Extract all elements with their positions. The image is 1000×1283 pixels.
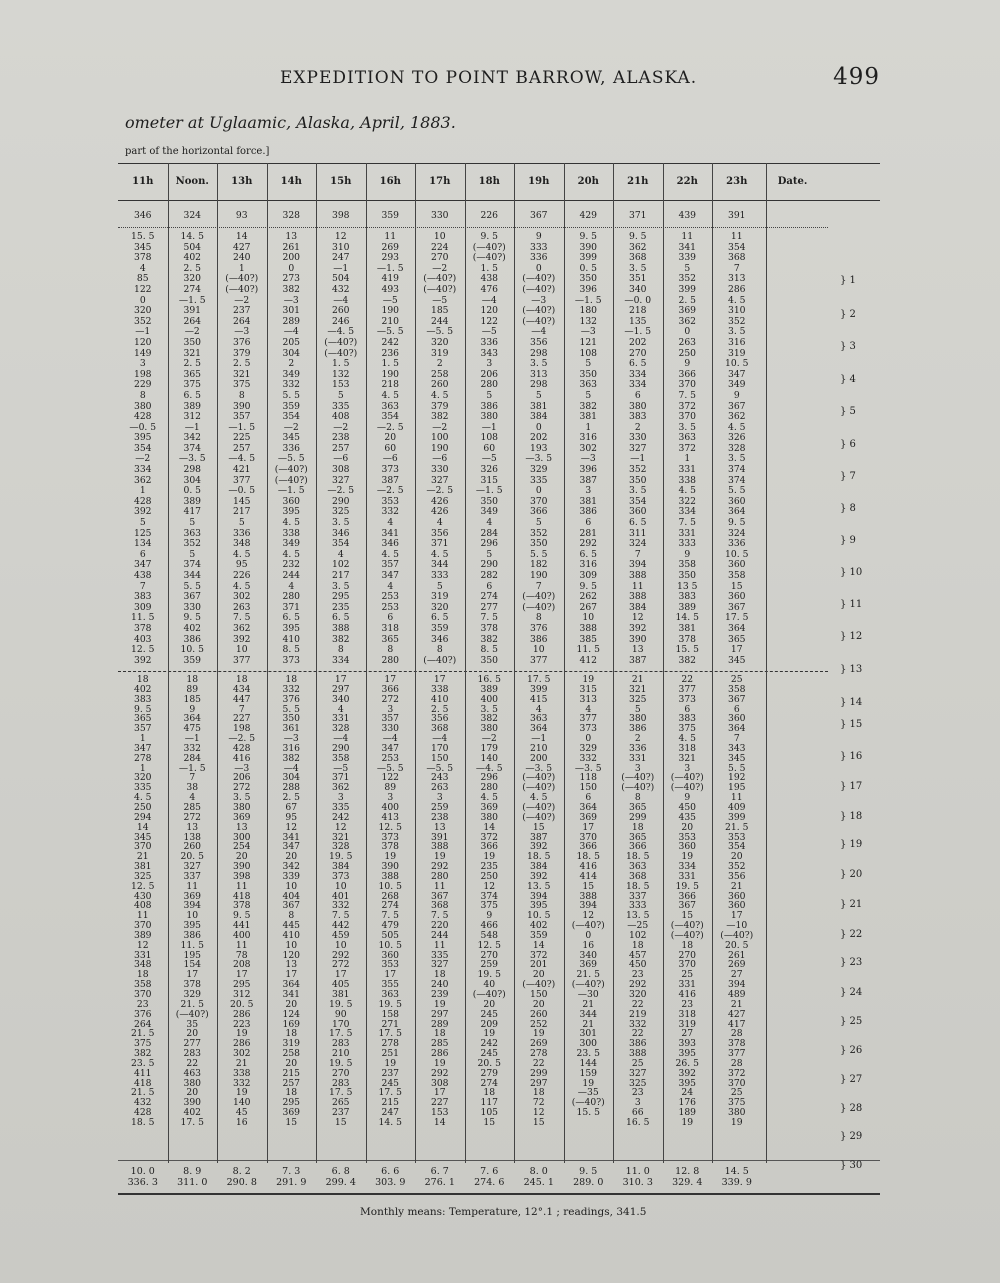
mean-temperature: 8. 2 <box>232 1166 251 1177</box>
first-row-cell: 330 <box>430 210 449 221</box>
table-caption: ometer at Uglaamic, Alaska, April, 1883. <box>125 113 456 132</box>
mean-temperature: 11. 0 <box>625 1166 650 1177</box>
date-label: } 16 <box>840 751 863 762</box>
first-row-cell: 391 <box>727 210 746 221</box>
monthly-means-note: Monthly means: Temperature, 12°.1 ; readings, 341.5 <box>360 1206 647 1218</box>
hourly-value-column: 18 332 376 5. 5 350 361 —3 316 382 —4 304 288 2. 5 67 95 12 341 347 20 342 339 10 404 367 8 445 410 10 120 13 17 364 341 20 124 169 18 319 258 20 215 257 18 295 369 15 <box>282 674 301 1128</box>
mean-reading: 336. 3 <box>127 1177 158 1188</box>
column-divider <box>766 163 767 1163</box>
mean-temperature: 12. 8 <box>675 1166 700 1177</box>
mean-cell <box>366 1166 416 1188</box>
date-label: } 25 <box>840 1016 863 1027</box>
hourly-value-column: 18 434 447 7 227 198 —2. 5 428 416 —3 206 272 3. 5 380 369 13 300 254 20 390 398 11 418 378 9. 5 441 400 11 78 208 17 295 312 20. 5 286 223 19 286 302 21 338 332 19 140 45 16 <box>228 674 256 1128</box>
hourly-value-column: 9 333 336 0 (—40?) (—40?) —3 (—40?) (—40?) —4 356 298 3. 5 313 298 5 381 384 0 202 193 —3. 5 329 335 0 370 366 5 352 350 5. 5 182 190 7 (—40?) (—40?) 8 376 386 10 377 <box>522 231 556 666</box>
first-row-cell: 324 <box>183 210 202 221</box>
column-header: 22h <box>676 176 698 187</box>
mean-cell <box>118 1166 168 1188</box>
mean-reading: 311. 0 <box>177 1177 208 1188</box>
first-row-cell: 398 <box>331 210 350 221</box>
hourly-value-column: 21 321 325 5 380 386 2 336 331 3 (—40?) (—40?) 8 365 299 18 365 366 18. 5 363 368 18. 5 337 333 13. 5 —25 102 18 457 450 23 292 320 22 219 332 22 386 388 25 327 325 23 3 66 16. 5 <box>621 674 655 1128</box>
hourly-value-column: 17 366 272 3 357 330 —4 347 253 —5. 5 122 89 3 400 413 12. 5 373 378 19 390 388 10. 5 268 274 7. 5 479 505 10. 5 360 353 17 355 363 19. 5 158 271 17. 5 278 251 19 237 245 17. 5 215 247 14. 5 <box>376 674 404 1128</box>
mean-temperature: 7. 6 <box>480 1166 499 1177</box>
mean-reading: 303. 9 <box>375 1177 406 1188</box>
date-label: } 14 <box>840 697 863 708</box>
hourly-value-column: 17. 5 399 415 4 363 364 —1 210 200 —3. 5 (—40?) (—40?) 4. 5 (—40?) (—40?) 15 387 392 18. 5 384 392 13. 5 394 395 10. 5 402 359 14 372 201 20 (—40?) 150 20 260 252 19 269 278 22 299 297 18 72 12 15 <box>522 674 556 1128</box>
date-label: } 10 <box>840 567 863 578</box>
hourly-value-column: 11 341 339 5 352 399 2. 5 369 362 0 263 250 9 366 370 7. 5 372 370 3. 5 363 372 1 331 338 4. 5 322 334 7. 5 331 333 9 358 350 13 5 383 389 14. 5 381 378 15. 5 382 <box>675 231 699 666</box>
hourly-value-column: 16. 5 389 400 3. 5 382 380 —2 179 140 —4. 5 296 280 4. 5 369 380 14 372 366 19 235 250 12 374 375 9 466 548 12. 5 270 259 19. 5 40 (—40?) 20 245 209 19 242 245 20. 5 279 274 18 117 105 15 <box>472 674 506 1128</box>
date-label: } 9 <box>840 535 856 546</box>
mean-cell <box>415 1166 465 1188</box>
column-divider <box>465 163 466 1163</box>
hourly-value-column: 17 338 410 2. 5 356 368 —4 170 150 —5. 5 243 263 3 259 238 13 391 388 19 292 280 11 367 368 7. 5 220 244 11 335 327 18 240 239 19 297 289 18 285 286 19 292 308 17 227 153 14 <box>426 674 454 1128</box>
column-divider <box>712 163 713 1163</box>
mean-cell <box>514 1166 564 1188</box>
mean-cell <box>613 1166 663 1188</box>
mean-cell <box>712 1166 762 1188</box>
date-label: } 19 <box>840 839 863 850</box>
column-divider <box>564 163 565 1163</box>
mean-cell <box>465 1166 515 1188</box>
hourly-value-column: 18 402 383 9. 5 365 357 1 347 278 1 320 335 4. 5 250 294 14 345 370 21 381 325 12. 5 430 408 11 370 389 12 331 348 18 358 370 23 376 264 21. 5 375 382 23. 5 411 418 21. 5 432 428 18. 5 <box>131 674 155 1128</box>
column-divider <box>168 163 169 1163</box>
date-label: } 3 <box>840 341 856 352</box>
first-row-cell: 367 <box>529 210 548 221</box>
date-label: } 26 <box>840 1045 863 1056</box>
mean-temperature: 7. 3 <box>282 1166 301 1177</box>
first-row-cell: 226 <box>480 210 499 221</box>
mean-reading: 291. 9 <box>276 1177 307 1188</box>
mean-reading: 245. 1 <box>523 1177 554 1188</box>
hourly-value-column: 18 89 185 9 364 475 —1 332 284 —1. 5 7 38 4 285 272 13 138 260 20. 5 327 337 11 369 394 10 395 386 11. 5 195 154 17 378 329 21. 5 (—40?) 35 20 277 283 22 463 380 20 390 402 17. 5 <box>175 674 209 1128</box>
column-header: 14h <box>280 176 302 187</box>
column-header: 19h <box>528 176 550 187</box>
date-label: } 30 <box>840 1160 863 1171</box>
column-header: 13h <box>231 176 253 187</box>
mean-cell <box>663 1166 713 1188</box>
mean-temperature: 6. 7 <box>430 1166 449 1177</box>
column-divider <box>514 163 515 1163</box>
hourly-value-column: 19 315 313 4 377 373 0 329 332 —3. 5 118 150 6 364 369 17 370 366 18. 5 416 414 15 388 394 12 (—40?) 0 16 340 369 21. 5 (—40?) —30 21 344 21 301 300 23. 5 144 159 19 —35 (—40?) 15. 5 <box>571 674 605 1119</box>
date-label: } 11 <box>840 599 863 610</box>
hourly-value-column: 22 377 373 6 383 375 4. 5 318 321 3 (—40?) (—40?) 9 450 435 20 353 360 19 334 331 19. 5 366 367 15 (—40?) (—40?) 18 270 370 25 331 416 23 318 319 27 393 395 26. 5 392 395 24 176 189 19 <box>670 674 704 1128</box>
column-header: Date. <box>777 176 808 187</box>
hourly-value-column: 14 427 240 1 (—40?) (—40?) —2 237 264 —3 376 379 2. 5 321 375 8 390 357 —1. 5 225 257 —4. 5 421 377 —0. 5 145 217 5 336 348 4. 5 95 226 4. 5 302 263 7. 5 362 392 10 377 <box>225 231 259 666</box>
mean-temperature: 6. 6 <box>381 1166 400 1177</box>
column-divider <box>613 163 614 1163</box>
hourly-value-column: 13 261 200 0 273 382 —3 301 289 —4 205 304 2 349 332 5. 5 359 354 —2 345 336 —5. 5 (—40?) (—40?) —1. 5 360 395 4. 5 338 349 4. 5 232 244 4 280 371 6. 5 395 410 8. 5 373 <box>274 231 308 666</box>
mean-cell <box>168 1166 218 1188</box>
column-header: 11h <box>132 176 154 187</box>
column-header: 21h <box>627 176 649 187</box>
hourly-value-column: 9. 5 362 368 3. 5 351 340 —0. 0 218 135 —1. 5 202 270 6. 5 334 334 6 380 383 2 330 327 —1 352 350 3. 5 354 360 6. 5 311 324 7 394 388 11 388 384 12 392 390 13 387 <box>624 231 652 666</box>
running-head-title: EXPEDITION TO POINT BARROW, ALASKA. <box>280 68 698 88</box>
date-label: } 12 <box>840 631 863 642</box>
mean-reading: 329. 4 <box>672 1177 703 1188</box>
date-label: } 27 <box>840 1074 863 1085</box>
data-table <box>118 163 880 1190</box>
mean-cell <box>267 1166 317 1188</box>
mean-temperature: 8. 0 <box>529 1166 548 1177</box>
column-header: 16h <box>379 176 401 187</box>
mean-reading: 310. 3 <box>622 1177 653 1188</box>
date-label: } 28 <box>840 1103 863 1114</box>
date-label: } 2 <box>840 309 856 320</box>
column-header: 17h <box>429 176 451 187</box>
date-label: } 21 <box>840 899 863 910</box>
column-header: Noon. <box>175 176 209 187</box>
hourly-value-column: 14. 5 504 402 2. 5 320 274 —1. 5 391 264 —2 350 321 2. 5 365 375 6. 5 389 312 —1 342 374 —3. 5 298 304 0. 5 389 417 5 363 352 5 374 344 5. 5 367 330 9. 5 402 386 10. 5 359 <box>178 231 206 666</box>
date-label: } 4 <box>840 374 856 385</box>
date-label: } 29 <box>840 1131 863 1142</box>
date-label: } 17 <box>840 781 863 792</box>
first-row-cell: 439 <box>678 210 697 221</box>
hourly-value-column: 9. 5 (—40?) (—40?) 1. 5 438 476 —4 120 122 —5 336 343 3 206 280 5 386 380 —1 108 60 —5 326 315 —1. 5 350 349 4 284 296 5 290 282 6 274 277 7. 5 378 382 8. 5 350 <box>472 231 506 666</box>
column-divider <box>267 163 268 1163</box>
column-header: 23h <box>726 176 748 187</box>
mean-temperature: 8. 9 <box>183 1166 202 1177</box>
date-label: } 22 <box>840 929 863 940</box>
mean-cell <box>564 1166 614 1188</box>
date-label: } 20 <box>840 869 863 880</box>
date-label: } 7 <box>840 471 856 482</box>
date-label: } 5 <box>840 406 856 417</box>
mean-reading: 290. 8 <box>226 1177 257 1188</box>
column-divider <box>663 163 664 1163</box>
mean-reading: 339. 9 <box>721 1177 752 1188</box>
hourly-value-column: 10 224 270 —2 (—40?) (—40?) —5 185 244 —5. 5 320 319 2 258 260 4. 5 379 382 —2 100 190 —6 330 327 —2. 5 426 426 4 356 371 4. 5 344 333 5 319 320 6. 5 359 346 8 (—40?) <box>423 231 457 666</box>
mean-reading: 274. 6 <box>474 1177 505 1188</box>
hourly-value-column: 11 269 293 —1. 5 419 493 —5 190 210 —5. 5 242 236 1. 5 190 218 4. 5 363 354 —2. 5 20 60 —6 373 387 —2. 5 353 332 4 341 346 4. 5 357 347 4 253 253 6 318 365 8 280 <box>376 231 404 666</box>
page-number: 499 <box>833 64 880 90</box>
column-divider <box>217 163 218 1163</box>
hourly-value-column: 11 354 368 7 313 286 4. 5 310 352 3. 5 316 319 10. 5 347 349 9 367 362 4. 5 326 328 3. 5 374 374 5. 5 360 364 9. 5 324 336 10. 5 360 358 15 360 367 17. 5 364 365 17 345 <box>725 231 749 666</box>
column-divider <box>366 163 367 1163</box>
mean-reading: 299. 4 <box>325 1177 356 1188</box>
hourly-value-column: 12 310 247 —1 504 432 —4 260 246 —4. 5 (—40?) (—40?) 1. 5 132 153 5 335 408 —2 238 257 —6 308 327 —2. 5 290 325 3. 5 346 354 4 102 217 3. 5 295 235 6. 5 388 382 8 334 <box>324 231 358 666</box>
hourly-value-column: 17 297 340 4 331 328 —4 290 358 —5 371 362 3 335 242 12 321 328 19. 5 384 373 10 401 332 7. 5 442 459 10 292 272 17 405 381 19. 5 90 170 17. 5 283 210 19. 5 270 283 17. 5 265 237 15 <box>329 674 353 1128</box>
date-label: } 13 <box>840 664 863 675</box>
mean-temperature: 9. 5 <box>579 1166 598 1177</box>
row-separator <box>118 227 828 229</box>
date-label: } 15 <box>840 719 863 730</box>
mean-cell <box>217 1166 267 1188</box>
half-month-separator <box>118 671 828 673</box>
first-row-cell: 328 <box>282 210 301 221</box>
date-label: } 1 <box>840 275 856 286</box>
date-label: } 18 <box>840 811 863 822</box>
first-row-cell: 346 <box>133 210 152 221</box>
mean-reading: 276. 1 <box>424 1177 455 1188</box>
hourly-value-column: 15. 5 345 378 4 85 122 0 320 352 —1 120 149 3 198 229 8 380 428 —0. 5 395 354 —2 334 362 1 428 392 5 125 134 6 347 438 7 383 309 11. 5 378 403 12. 5 392 <box>129 231 157 666</box>
column-divider <box>415 163 416 1163</box>
hourly-value-column: 9. 5 390 399 0. 5 350 396 —1. 5 180 132 —3 121 108 5 350 363 5 382 381 1 316 302 —3 396 387 3 381 386 6 281 292 6. 5 316 309 9. 5 262 267 10 388 385 11. 5 412 <box>574 231 602 666</box>
mean-temperature: 14. 5 <box>724 1166 749 1177</box>
table-bottom-rule <box>118 1193 880 1195</box>
mean-reading: 289. 0 <box>573 1177 604 1188</box>
column-header: 15h <box>330 176 352 187</box>
date-label: } 23 <box>840 957 863 968</box>
column-header: 18h <box>478 176 500 187</box>
mean-temperature: 6. 8 <box>331 1166 350 1177</box>
first-row-cell: 371 <box>628 210 647 221</box>
date-label: } 8 <box>840 503 856 514</box>
date-label: } 6 <box>840 439 856 450</box>
column-header: 20h <box>577 176 599 187</box>
table-subcaption: part of the horizontal force.] <box>125 146 270 157</box>
hourly-value-column: 25 358 367 6 360 364 7 343 345 5. 5 192 195 11 409 399 21. 5 353 354 20 352 356 21 360 360 17 —10 (—40?) 20. 5 261 269 27 394 489 21 427 417 28 378 377 28 372 370 25 375 380 19 <box>720 674 754 1128</box>
first-row-cell: 429 <box>579 210 598 221</box>
column-divider <box>316 163 317 1163</box>
first-row-cell: 93 <box>235 210 248 221</box>
mean-temperature: 10. 0 <box>130 1166 155 1177</box>
date-label: } 24 <box>840 987 863 998</box>
mean-cell <box>316 1166 366 1188</box>
first-row-cell: 359 <box>381 210 400 221</box>
